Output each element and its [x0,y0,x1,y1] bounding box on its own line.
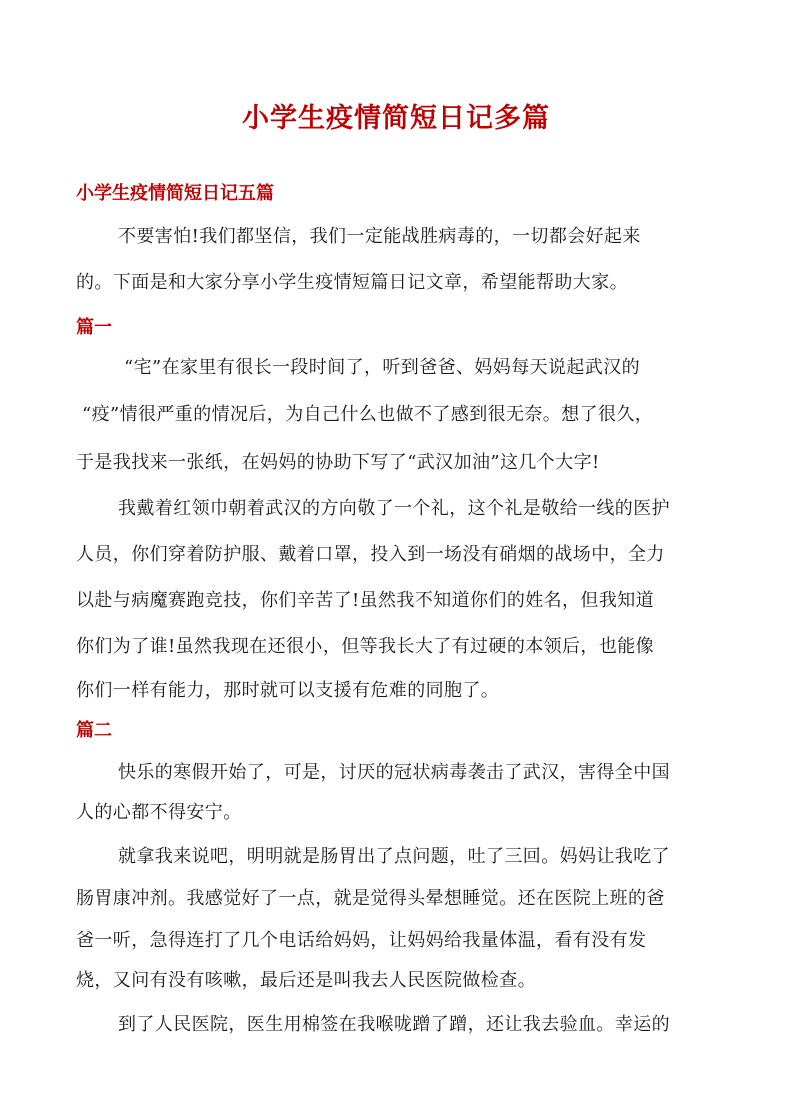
part2-para3-line-1: 到了人民医院，医生用棉签在我喉咙蹭了蹭，还让我去验血。幸运的 [118,1014,670,1035]
intro-line-2: 的。下面是和大家分享小学生疫情短篇日记文章，希望能帮助大家。 [76,272,628,293]
part1-para2-line-3: 以赴与病魔赛跑竞技，你们辛苦了!虽然我不知道你们的姓名，但我知道 [76,590,655,611]
part2-para1-line-1: 快乐的寒假开始了，可是，讨厌的冠状病毒袭击了武汉，害得全中国 [118,762,670,783]
part1-para1-line-3: 于是我找来一张纸，在妈妈的协助下写了“武汉加油”这几个大字! [76,452,600,473]
part2-para2-line-4: 烧，又问有没有咳嗽，最后还是叫我去人民医院做检查。 [76,970,536,991]
part2-heading: 篇二 [76,720,112,741]
part1-para2-line-2: 人员，你们穿着防护服、戴着口罩，投入到一场没有硝烟的战场中，全力 [76,544,665,565]
part2-para2-line-2: 肠胃康冲剂。我感觉好了一点，就是觉得头晕想睡觉。还在医院上班的爸 [76,888,665,909]
part2-para1-line-2: 人的心都不得安宁。 [76,802,242,823]
part2-para2-line-1: 就拿我来说吧，明明就是肠胃出了点问题，吐了三回。妈妈让我吃了 [118,846,670,867]
document-title: 小学生疫情简短日记多篇 [242,103,550,134]
intro-line-1: 不要害怕!我们都坚信，我们一定能战胜病毒的，一切都会好起来 [118,226,641,247]
part1-para2-line-1: 我戴着红领巾朝着武汉的方向敬了一个礼，这个礼是敬给一线的医护 [118,498,670,519]
part2-para2-line-3: 爸一听，急得连打了几个电话给妈妈，让妈妈给我量体温，看有没有发 [76,930,647,951]
part1-para2-line-4: 你们为了谁!虽然我现在还很小，但等我长大了有过硬的本领后，也能像 [76,636,655,657]
section-heading: 小学生疫情简短日记五篇 [76,183,274,204]
part1-para1-line-2: “疫”情很严重的情况后，为自己什么也做不了感到很无奈。想了很久， [82,404,654,425]
part1-heading: 篇一 [76,317,112,338]
part1-para2-line-5: 你们一样有能力，那时就可以支援有危难的同胞了。 [76,680,500,701]
part1-para1-line-1: “宅”在家里有很长一段时间了，听到爸爸、妈妈每天说起武汉的 [124,357,641,378]
